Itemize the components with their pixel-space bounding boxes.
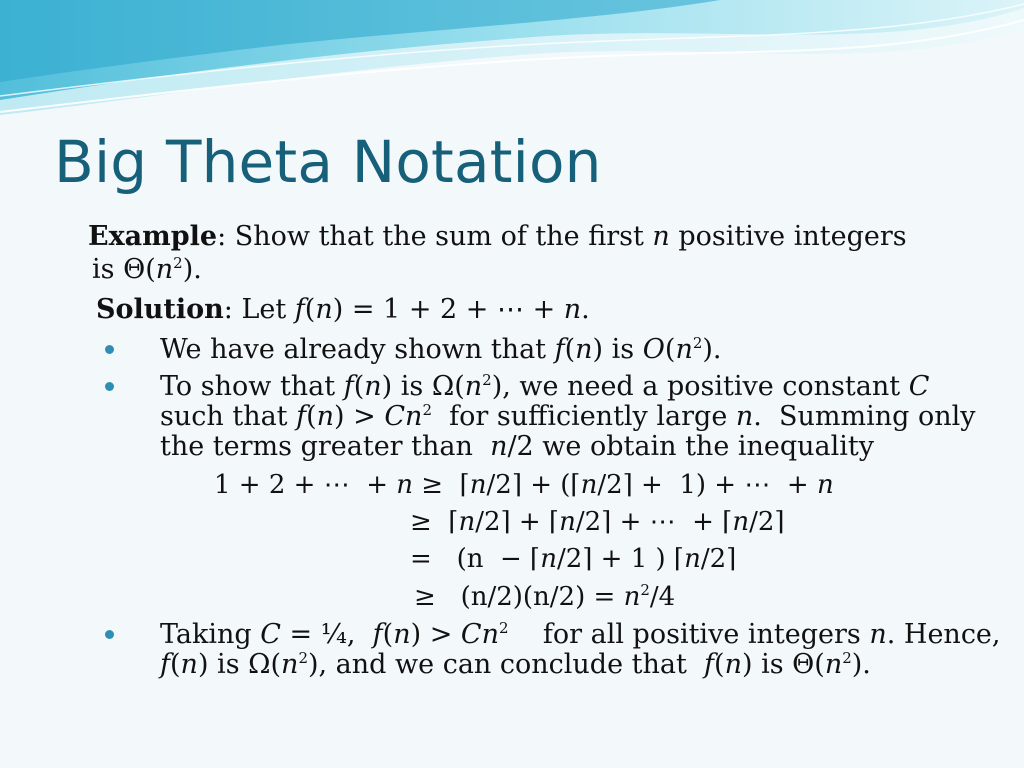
bullet-marker	[105, 382, 114, 391]
bullet-3-line-2: f(n) is $\Omega(n^2)$, and we can conclude that f(n) is $\Theta(n^2)$.	[160, 649, 871, 680]
slide-title: Big Theta Notation	[54, 128, 602, 196]
inequality-line-4: ≥ $(n/2)(n/2) = n^2/4$	[414, 581, 676, 612]
example-label: Example	[88, 221, 218, 252]
solution-line	[96, 295, 590, 324]
inequality-line-2: ≥ ⌈n/2⌉ + ⌈n/2⌉ + ⋯ + ⌈n/2⌉	[410, 507, 785, 537]
bullet-3-line-1: Taking C = ¼, $f(n) > Cn^2$ for all positive integers n. Hence,	[160, 619, 1001, 650]
bullet-marker	[105, 630, 114, 639]
bullet-2-line-3: the terms greater than n/2 we obtain the inequality	[160, 431, 875, 462]
solution-label: Solution	[96, 294, 224, 325]
example-text: : Show that the sum of the first n positive integers	[217, 221, 907, 252]
example-line-2: is $\Theta(n^2)$.	[92, 254, 202, 285]
example-line-1	[88, 222, 907, 251]
solution-text: : Let f(n) = 1 + 2 + ⋯ + n.	[223, 294, 590, 325]
bullet-1-text: We have already shown that f(n) is $O(n^2)$.	[160, 334, 722, 365]
bullet-marker	[105, 345, 114, 354]
inequality-line-3: = (n − ⌈n/2⌉ + 1 ) ⌈n/2⌉	[410, 544, 737, 574]
bullet-2-line-2: such that $f(n) > Cn^2$ for sufficiently large n. Summing only	[160, 401, 976, 432]
inequality-line-1: 1 + 2 + ⋯ + n ≥ ⌈n/2⌉ + (⌈n/2⌉ + 1) + ⋯ + n	[214, 470, 834, 500]
bullet-2-line-1: To show that f(n) is $\Omega(n^2)$, we need a positive constant C	[160, 371, 930, 402]
